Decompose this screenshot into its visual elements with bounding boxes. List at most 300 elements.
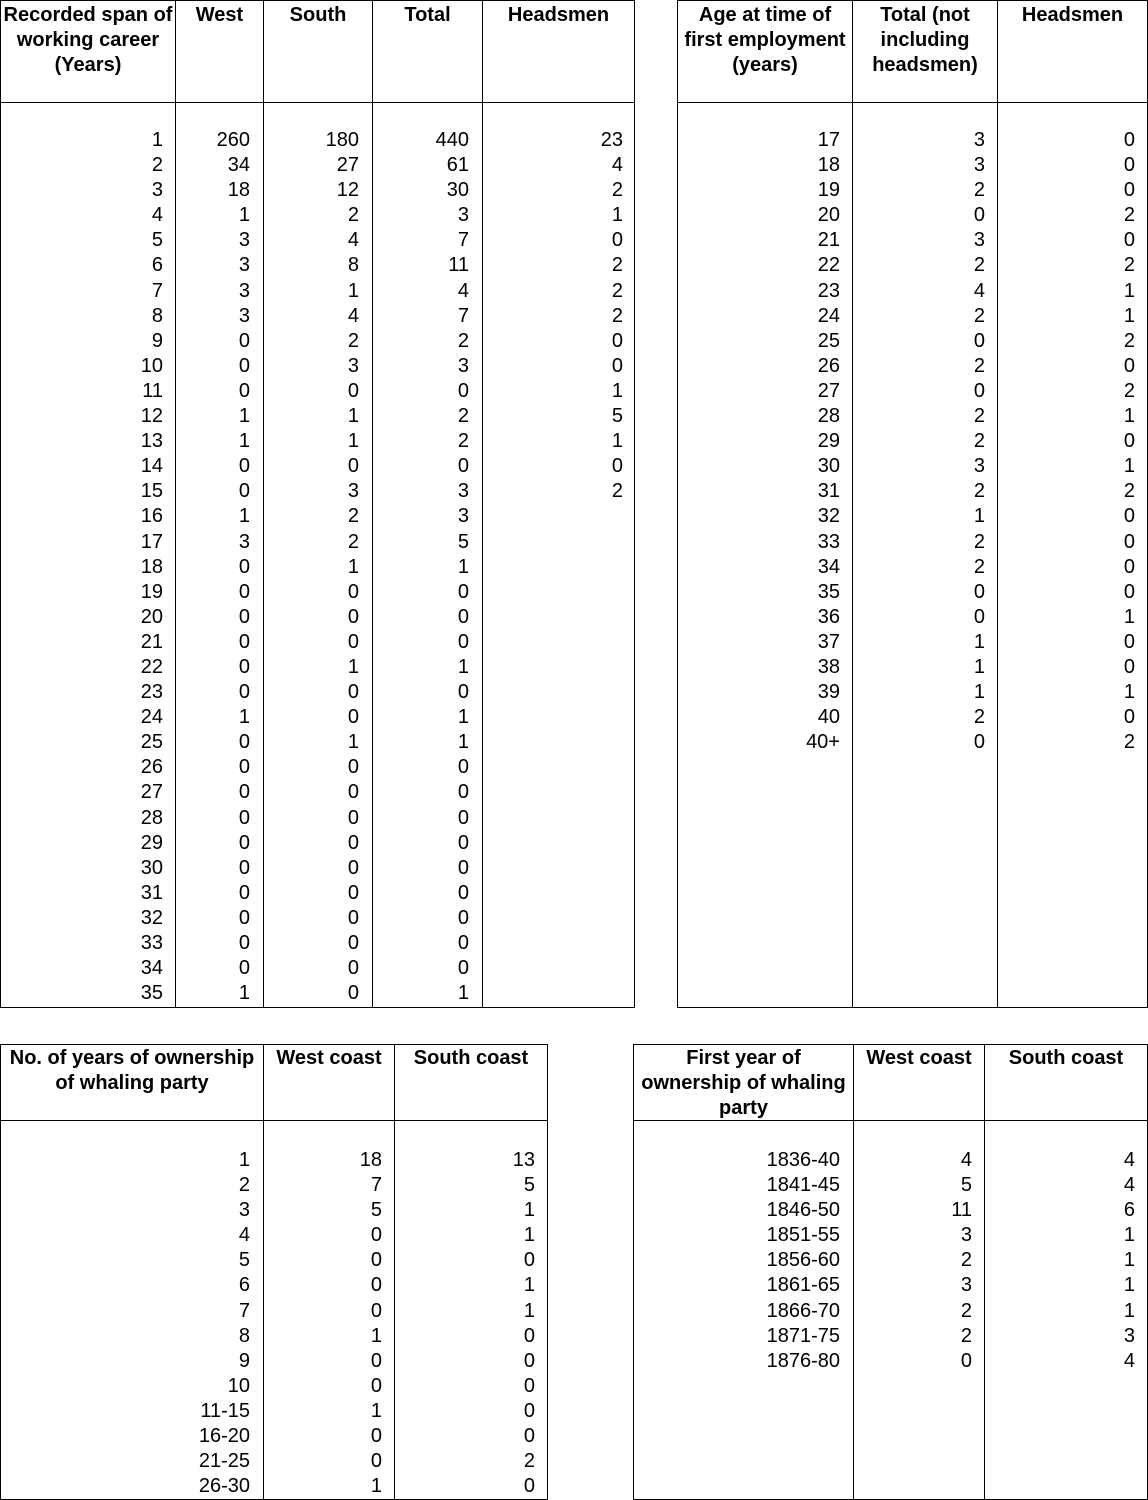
table-cell: 0	[238, 354, 250, 377]
table-cell: 27	[140, 781, 163, 804]
table-cell: 0	[347, 806, 359, 829]
table-cell: 25	[817, 329, 840, 352]
table-cell: 0	[238, 781, 250, 804]
table-cell: 1871-75	[766, 1324, 840, 1347]
table-cell: 33	[140, 932, 163, 954]
table-cell: 3	[457, 480, 469, 503]
table-cell: 25	[140, 731, 163, 754]
table-cell: 1	[973, 681, 985, 704]
table-row	[678, 630, 1147, 655]
table-cell: 1	[973, 630, 985, 653]
table-row	[1, 680, 634, 705]
table-cell: 3	[457, 505, 469, 528]
table-cell: 0	[611, 329, 623, 352]
table-cell: 1	[1123, 1274, 1135, 1297]
header-west-coast: West coast	[276, 1047, 382, 1069]
table-cell: 3	[238, 229, 250, 252]
table-cell: 3	[457, 204, 469, 227]
table-row	[1, 1324, 547, 1349]
table-cell: 35	[140, 982, 163, 1005]
table-cell: 4	[347, 304, 359, 327]
table-cell: 31	[140, 881, 163, 904]
table-cell: 0	[238, 831, 250, 854]
table-cell: 3	[960, 1274, 972, 1297]
table-cell: 2	[973, 430, 985, 453]
table-row	[634, 1223, 1147, 1248]
table-cell: 2	[347, 204, 359, 227]
table-row	[1, 530, 634, 555]
table-cell: 0	[347, 379, 359, 402]
table-cell: 3	[347, 354, 359, 377]
table-cell: 1	[1123, 304, 1135, 327]
table-cell: 34	[227, 154, 250, 177]
table-cell: 4	[611, 154, 623, 177]
table-cell: 2	[523, 1450, 535, 1473]
table-cell: 0	[1123, 530, 1135, 553]
table-cell: 6	[151, 254, 163, 277]
table-cell: 2	[457, 405, 469, 428]
table-cell: 260	[216, 129, 250, 151]
table-cell: 0	[370, 1374, 382, 1397]
table-row	[678, 454, 1147, 479]
table-row	[634, 1324, 1147, 1349]
table-row	[678, 429, 1147, 454]
table-cell: 4	[960, 1149, 972, 1171]
table-cell: 0	[1123, 129, 1135, 151]
table-cell: 35	[817, 580, 840, 603]
table-cell: 4	[457, 279, 469, 302]
table-cell: 2	[973, 480, 985, 503]
table-cell: 2	[973, 555, 985, 578]
table-row	[678, 655, 1147, 680]
table-cell: 1	[347, 555, 359, 578]
table-cell: 37	[817, 630, 840, 653]
table-cell: 18	[359, 1149, 382, 1171]
table-cell: 30	[446, 179, 469, 202]
table-cell: 11	[448, 254, 469, 277]
table-cell: 3	[151, 179, 163, 202]
table-cell: 2	[1123, 480, 1135, 503]
table-cell: 21-25	[198, 1450, 250, 1473]
table-row	[1, 1449, 547, 1474]
table-cell: 1	[238, 706, 250, 729]
table-cell: 1	[370, 1399, 382, 1422]
table-cell: 29	[140, 831, 163, 854]
table-row	[678, 730, 1147, 755]
table-cell: 3	[238, 1199, 250, 1222]
table-cell: 0	[457, 906, 469, 929]
table-row	[678, 304, 1147, 329]
table-cell: 2	[347, 329, 359, 352]
table-cell: 440	[435, 129, 469, 151]
first-year-ownership-rows	[634, 1148, 1147, 1374]
table-cell: 7	[238, 1299, 250, 1322]
table-cell: 0	[973, 605, 985, 628]
table-cell: 0	[523, 1349, 535, 1372]
table-cell: 1846-50	[766, 1199, 840, 1222]
table-cell: 32	[817, 505, 840, 528]
table-row	[678, 580, 1147, 605]
table-cell: 0	[1123, 505, 1135, 528]
table-cell: 180	[325, 129, 359, 151]
table-cell: 1876-80	[766, 1349, 840, 1372]
table-row	[678, 178, 1147, 203]
table-cell: 3	[347, 480, 359, 503]
table-cell: 1	[457, 655, 469, 678]
table-row	[634, 1173, 1147, 1198]
table-cell: 0	[457, 932, 469, 954]
table-cell: 11-15	[200, 1399, 250, 1422]
table-cell: 3	[238, 279, 250, 302]
table-cell: 1	[1123, 1224, 1135, 1247]
table-row	[1, 379, 634, 404]
table-cell: 1	[347, 731, 359, 754]
table-cell: 0	[238, 555, 250, 578]
table-cell: 20	[817, 204, 840, 227]
table-cell: 2	[973, 530, 985, 553]
table-cell: 0	[238, 329, 250, 352]
table-cell: 1	[238, 1149, 250, 1171]
table-cell: 0	[960, 1349, 972, 1372]
career-span-rows	[1, 128, 634, 1006]
table-cell: 3	[238, 254, 250, 277]
table-cell: 1836-40	[766, 1149, 840, 1171]
header-total: Total	[404, 4, 451, 26]
table-row	[1, 730, 634, 755]
table-cell: 30	[140, 856, 163, 879]
table-cell: 3	[973, 129, 985, 151]
table-cell: 0	[523, 1324, 535, 1347]
table-row	[1, 279, 634, 304]
table-row	[1, 1223, 547, 1248]
table-row	[1, 1248, 547, 1273]
table-cell: 0	[238, 806, 250, 829]
table-cell: 1	[238, 204, 250, 227]
table-cell: 0	[347, 580, 359, 603]
table-cell: 0	[1123, 630, 1135, 653]
table-cell: 2	[973, 304, 985, 327]
table-cell: 0	[347, 932, 359, 954]
table-cell: 34	[140, 957, 163, 980]
table-row	[1, 906, 634, 931]
table-cell: 3	[960, 1224, 972, 1247]
table-row	[678, 479, 1147, 504]
table-cell: 40	[817, 706, 840, 729]
table-row	[1, 479, 634, 504]
table-cell: 2	[973, 405, 985, 428]
table-row	[1, 580, 634, 605]
table-cell: 7	[151, 279, 163, 302]
table-cell: 16-20	[198, 1425, 250, 1448]
table-cell: 8	[238, 1324, 250, 1347]
table-cell: 0	[457, 379, 469, 402]
table-row	[678, 228, 1147, 253]
header-age-first-employment: Age at time of first employment (years)	[684, 4, 846, 76]
table-row	[1, 705, 634, 730]
table-cell: 0	[347, 957, 359, 980]
table-row	[1, 153, 634, 178]
table-cell: 38	[817, 655, 840, 678]
ownership-years-table	[0, 1044, 548, 1500]
table-cell: 1	[523, 1199, 535, 1222]
table-row	[634, 1299, 1147, 1324]
table-row	[1, 228, 634, 253]
table-row	[678, 605, 1147, 630]
table-cell: 2	[973, 354, 985, 377]
table-cell: 13	[140, 430, 163, 453]
table-cell: 1	[370, 1475, 382, 1498]
first-employment-age-table	[677, 0, 1148, 1008]
table-cell: 1	[523, 1299, 535, 1322]
table-cell: 0	[457, 957, 469, 980]
table-row	[678, 705, 1147, 730]
table-cell: 24	[817, 304, 840, 327]
table-cell: 0	[238, 630, 250, 653]
table-cell: 1	[1123, 605, 1135, 628]
table-cell: 3	[973, 455, 985, 478]
table-cell: 2	[1123, 379, 1135, 402]
table-row	[1, 1173, 547, 1198]
table-cell: 4	[1123, 1349, 1135, 1372]
table-cell: 3	[457, 354, 469, 377]
table-cell: 2	[347, 505, 359, 528]
table-cell: 0	[238, 605, 250, 628]
table-cell: 0	[238, 881, 250, 904]
table-cell: 24	[140, 706, 163, 729]
table-cell: 0	[457, 580, 469, 603]
table-cell: 28	[817, 405, 840, 428]
table-cell: 21	[140, 630, 163, 653]
table-cell: 0	[347, 756, 359, 779]
table-row	[1, 1374, 547, 1399]
table-cell: 0	[457, 681, 469, 704]
table-row	[678, 329, 1147, 354]
table-cell: 3	[238, 304, 250, 327]
table-cell: 0	[370, 1274, 382, 1297]
table-cell: 1841-45	[766, 1174, 840, 1197]
table-cell: 1	[347, 655, 359, 678]
table-cell: 0	[1123, 655, 1135, 678]
table-cell: 21	[817, 229, 840, 252]
table-cell: 1	[238, 982, 250, 1005]
table-cell: 23	[817, 279, 840, 302]
table-cell: 0	[347, 681, 359, 704]
table-cell: 0	[523, 1475, 535, 1498]
table-cell: 0	[238, 681, 250, 704]
table-cell: 0	[457, 806, 469, 829]
table-cell: 6	[1123, 1199, 1135, 1222]
table-cell: 0	[347, 856, 359, 879]
table-cell: 15	[140, 480, 163, 503]
table-cell: 1	[1123, 1299, 1135, 1322]
table-cell: 1	[1123, 279, 1135, 302]
table-cell: 1	[611, 379, 623, 402]
table-row	[1, 931, 634, 956]
table-cell: 0	[457, 630, 469, 653]
table-cell: 1	[457, 982, 469, 1005]
table-cell: 1	[347, 430, 359, 453]
table-cell: 1	[1123, 455, 1135, 478]
first-year-ownership-table	[633, 1044, 1148, 1500]
table-row	[1, 981, 634, 1006]
table-row	[678, 253, 1147, 278]
table-cell: 0	[238, 932, 250, 954]
table-cell: 32	[140, 906, 163, 929]
table-cell: 23	[600, 129, 623, 151]
table-cell: 9	[238, 1349, 250, 1372]
table-cell: 5	[370, 1199, 382, 1222]
table-row	[634, 1349, 1147, 1374]
table-cell: 0	[611, 354, 623, 377]
header-years-ownership: No. of years of ownership of whaling party	[9, 1047, 255, 1094]
table-cell: 1	[457, 706, 469, 729]
table-cell: 0	[973, 329, 985, 352]
table-cell: 0	[523, 1399, 535, 1422]
table-row	[1, 504, 634, 529]
header-south-coast: South coast	[1008, 1047, 1124, 1069]
header-headsmen: Headsmen	[507, 4, 610, 26]
table-cell: 26	[817, 354, 840, 377]
table-cell: 18	[227, 179, 250, 202]
table-row	[678, 354, 1147, 379]
table-cell: 4	[1123, 1174, 1135, 1197]
table-row	[1, 1299, 547, 1324]
table-cell: 1	[238, 430, 250, 453]
header-west-coast: West coast	[866, 1047, 972, 1069]
table-cell: 0	[523, 1425, 535, 1448]
table-row	[1, 630, 634, 655]
career-span-table	[0, 0, 635, 1008]
table-row	[1, 454, 634, 479]
table-row	[1, 555, 634, 580]
table-cell: 0	[973, 731, 985, 754]
table-cell: 6	[238, 1274, 250, 1297]
table-cell: 3	[1123, 1324, 1135, 1347]
table-cell: 0	[973, 379, 985, 402]
table-cell: 19	[817, 179, 840, 202]
table-cell: 1	[238, 405, 250, 428]
table-cell: 0	[347, 982, 359, 1005]
header-south-coast: South coast	[413, 1047, 529, 1069]
table-row	[1, 806, 634, 831]
table-row	[678, 530, 1147, 555]
table-cell: 19	[140, 580, 163, 603]
table-cell: 30	[817, 455, 840, 478]
table-row	[1, 755, 634, 780]
table-row	[634, 1198, 1147, 1223]
table-cell: 0	[347, 881, 359, 904]
table-row	[1, 956, 634, 981]
table-cell: 2	[1123, 204, 1135, 227]
table-cell: 2	[611, 480, 623, 503]
table-cell: 10	[140, 354, 163, 377]
table-cell: 5	[611, 405, 623, 428]
table-cell: 1	[457, 555, 469, 578]
table-cell: 2	[238, 1174, 250, 1197]
table-cell: 1	[1123, 405, 1135, 428]
table-row	[634, 1148, 1147, 1173]
table-cell: 11	[951, 1199, 972, 1222]
table-cell: 1	[151, 129, 163, 151]
table-cell: 14	[140, 455, 163, 478]
table-cell: 23	[140, 681, 163, 704]
table-cell: 26-30	[198, 1475, 250, 1498]
table-cell: 5	[457, 530, 469, 553]
table-cell: 0	[457, 831, 469, 854]
table-cell: 0	[457, 605, 469, 628]
table-cell: 1	[1123, 1249, 1135, 1272]
table-cell: 1861-65	[766, 1274, 840, 1297]
table-row	[1, 1148, 547, 1173]
table-row	[1, 780, 634, 805]
table-cell: 0	[1123, 706, 1135, 729]
table-cell: 2	[973, 706, 985, 729]
table-row	[1, 881, 634, 906]
table-cell: 33	[817, 530, 840, 553]
table-cell: 2	[611, 179, 623, 202]
table-cell: 1	[347, 279, 359, 302]
table-cell: 3	[973, 154, 985, 177]
table-cell: 2	[973, 254, 985, 277]
table-row	[1, 1349, 547, 1374]
table-cell: 1	[238, 505, 250, 528]
table-cell: 7	[457, 304, 469, 327]
table-cell: 2	[1123, 254, 1135, 277]
table-cell: 0	[347, 455, 359, 478]
table-cell: 2	[960, 1324, 972, 1347]
table-cell: 0	[973, 580, 985, 603]
table-row	[1, 1424, 547, 1449]
table-cell: 0	[370, 1249, 382, 1272]
table-cell: 2	[611, 254, 623, 277]
header-south: South	[289, 4, 347, 26]
table-cell: 1	[370, 1324, 382, 1347]
table-row	[678, 504, 1147, 529]
table-cell: 7	[457, 229, 469, 252]
table-cell: 0	[457, 856, 469, 879]
table-cell: 0	[347, 706, 359, 729]
table-cell: 26	[140, 756, 163, 779]
table-cell: 1	[611, 430, 623, 453]
table-cell: 0	[1123, 580, 1135, 603]
table-cell: 2	[611, 304, 623, 327]
table-row	[1, 1198, 547, 1223]
table-cell: 0	[370, 1450, 382, 1473]
table-cell: 0	[370, 1349, 382, 1372]
table-cell: 8	[347, 254, 359, 277]
table-cell: 4	[238, 1224, 250, 1247]
table-cell: 4	[1123, 1149, 1135, 1171]
table-cell: 0	[1123, 555, 1135, 578]
table-row	[1, 429, 634, 454]
table-row	[1, 253, 634, 278]
table-cell: 7	[370, 1174, 382, 1197]
table-cell: 39	[817, 681, 840, 704]
table-cell: 36	[817, 605, 840, 628]
table-cell: 18	[140, 555, 163, 578]
header-total-not-headsmen: Total (not including headsmen)	[872, 4, 978, 76]
header-career-span: Recorded span of working career (Years)	[3, 4, 173, 76]
table-cell: 0	[347, 630, 359, 653]
table-cell: 1	[1123, 681, 1135, 704]
table-cell: 1	[611, 204, 623, 227]
table-cell: 2	[1123, 731, 1135, 754]
table-cell: 0	[457, 756, 469, 779]
table-row	[1, 831, 634, 856]
table-cell: 0	[238, 455, 250, 478]
table-row	[678, 555, 1147, 580]
table-row	[634, 1273, 1147, 1298]
